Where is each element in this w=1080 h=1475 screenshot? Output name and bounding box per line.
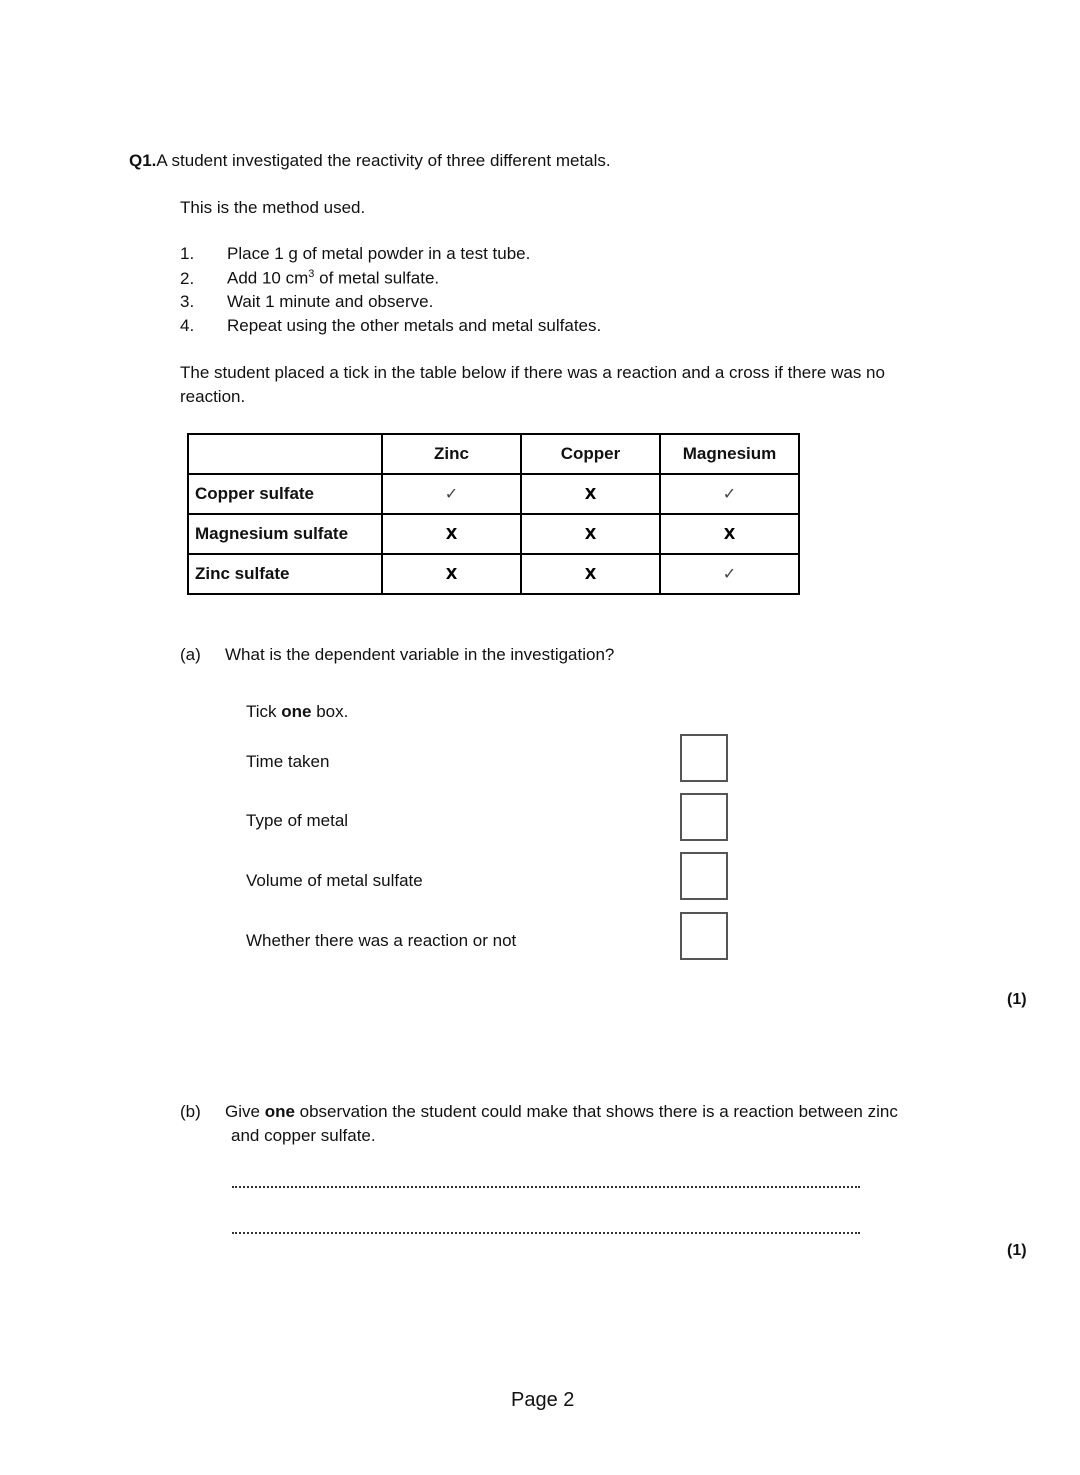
table-row	[188, 554, 799, 594]
column-header-magnesium: Magnesium	[660, 434, 799, 474]
part-a-question: What is the dependent variable in the investigation?	[225, 645, 615, 664]
tick-box-type-of-metal[interactable]	[680, 793, 728, 841]
table-cell: X	[660, 514, 799, 554]
option-whether-reaction: Whether there was a reaction or not	[246, 931, 517, 950]
step-text: Place 1 g of metal powder in a test tube.	[227, 244, 531, 263]
table-row	[188, 474, 799, 514]
step-text-sup: 3	[308, 268, 315, 280]
part-a-marks: (1)	[1007, 991, 1027, 1008]
q-bold: one	[264, 1102, 295, 1121]
table-cell: X	[521, 514, 660, 554]
part-b-label: (b)	[180, 1102, 201, 1121]
tick-box-whether-reaction[interactable]	[680, 912, 728, 960]
step-number: 2.	[180, 268, 195, 288]
row-label: Magnesium sulfate	[188, 514, 382, 554]
answer-line-1[interactable]	[232, 1186, 860, 1188]
answer-line-2[interactable]	[232, 1232, 860, 1234]
page-number: Page 2	[511, 1389, 575, 1411]
row-label: Copper sulfate	[188, 474, 382, 514]
table-row	[188, 514, 799, 554]
table-cell: ✓	[660, 554, 799, 594]
option-volume-of-metal-sulfate: Volume of metal sulfate	[246, 871, 423, 890]
step-number: 1.	[180, 244, 195, 263]
table-cell: ✓	[382, 474, 521, 514]
table-cell: X	[521, 554, 660, 594]
q-pre: Give	[225, 1102, 265, 1121]
results-table	[187, 433, 800, 595]
table-cell: X	[382, 554, 521, 594]
method-step-1	[180, 244, 530, 264]
instruction-pre: Tick	[246, 702, 282, 721]
step-text-post: of metal sulfate.	[314, 268, 440, 288]
part-b-marks: (1)	[1007, 1242, 1027, 1259]
question-number: Q1.	[129, 151, 157, 170]
instruction-bold: one	[281, 702, 312, 721]
table-header-row	[188, 434, 799, 474]
question-intro-text: A student investigated the reactivity of three different metals.	[156, 151, 611, 170]
table-intro-line-1: The student placed a tick in the table below if there was a reaction and a cross if there was no	[180, 363, 885, 382]
tick-box-time-taken[interactable]	[680, 734, 728, 782]
row-label: Zinc sulfate	[188, 554, 382, 594]
part-a-label: (a)	[180, 645, 201, 664]
table-cell: X	[521, 474, 660, 514]
column-header-zinc: Zinc	[382, 434, 521, 474]
part-a-instruction	[246, 702, 348, 722]
table-cell: X	[382, 514, 521, 554]
method-step-3	[180, 292, 433, 312]
tick-box-volume-of-metal-sulfate[interactable]	[680, 852, 728, 900]
step-number: 3.	[180, 292, 195, 311]
step-text: Wait 1 minute and observe.	[227, 292, 434, 311]
step-text-pre: Add 10 cm	[227, 268, 309, 288]
option-type-of-metal: Type of metal	[246, 811, 349, 830]
instruction-post: box.	[311, 702, 349, 721]
option-time-taken: Time taken	[246, 752, 330, 771]
column-header-copper: Copper	[521, 434, 660, 474]
method-lead: This is the method used.	[180, 198, 366, 217]
step-number: 4.	[180, 316, 195, 335]
step-text: Repeat using the other metals and metal sulfates.	[227, 316, 602, 335]
table-cell: ✓	[660, 474, 799, 514]
method-step-4	[180, 316, 601, 336]
q-post: observation the student could make that shows there is a reaction between zinc	[294, 1102, 898, 1121]
part-b-question-line-1	[225, 1102, 898, 1122]
part-b-question-line-2: and copper sulfate.	[231, 1126, 376, 1145]
table-corner-cell	[188, 434, 382, 474]
question-intro	[129, 151, 611, 171]
method-step-2	[180, 268, 439, 289]
table-intro-line-2: reaction.	[180, 387, 246, 406]
